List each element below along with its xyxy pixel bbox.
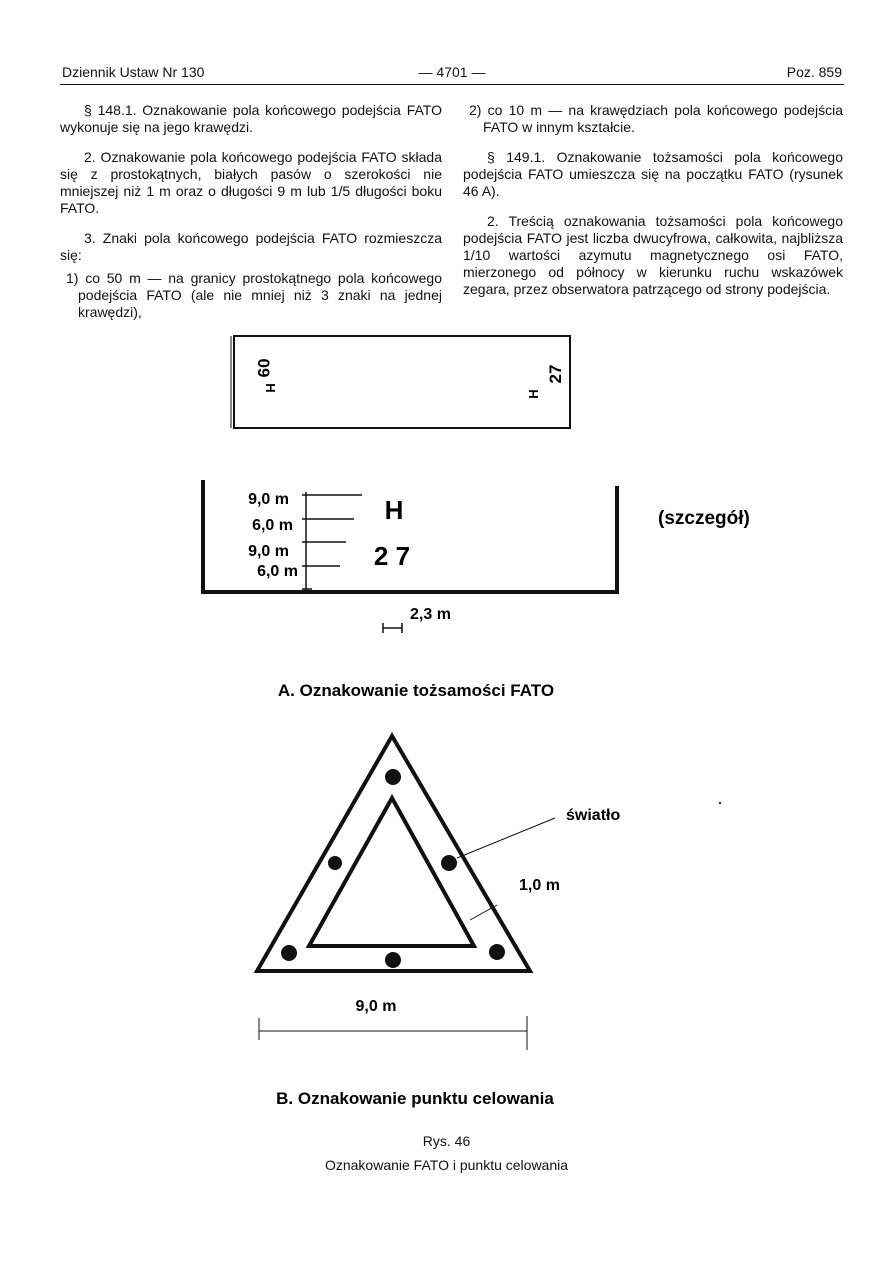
detail-label: (szczegół) — [658, 508, 750, 529]
fato-detail — [203, 480, 750, 633]
dimension-9m-b: 9,0 m — [248, 543, 289, 560]
left-marking-h: H — [263, 383, 278, 393]
fato-overview — [231, 336, 570, 428]
journal-title: Dziennik Ustaw Nr 130 — [62, 64, 205, 80]
light-dot-left — [328, 856, 342, 870]
right-marking-h: H — [526, 389, 541, 399]
position-number: Poz. 859 — [786, 64, 842, 80]
paragraph-148-2: 2. Oznakowanie pola końcowego podejścia FATO składa się z prostokątnych, białych pasów o szerokości nie mniejszej niż 1 m oraz o długości 9 m lub 1/5 długości boku FATO. — [60, 149, 442, 216]
aiming-point-marking — [257, 736, 721, 1050]
light-dot-bottom-left — [281, 945, 297, 961]
fato-outline — [234, 336, 570, 428]
band-dimension-line — [470, 905, 497, 920]
detail-number: 2 7 — [373, 541, 411, 571]
figure-title: Oznakowanie FATO i punktu celowania — [324, 1157, 569, 1173]
dimension-6m-b: 6,0 m — [257, 563, 298, 580]
light-dot-top — [385, 769, 401, 785]
left-marking — [254, 359, 278, 393]
caption-b: B. Oznakowanie punktu celowania — [276, 1089, 554, 1108]
dimension-9m-a: 9,0 m — [248, 491, 289, 508]
figure-number: Rys. 46 — [422, 1133, 471, 1149]
dimension-width: 2,3 m — [410, 606, 451, 623]
light-dot-bottom-right — [489, 944, 505, 960]
page-number: — 4701 — — [418, 64, 486, 80]
paragraph-148-3: 3. Znaki pola końcowego podejścia FATO rozmieszcza się: — [60, 230, 442, 263]
light-dot-right — [441, 855, 457, 871]
list-item-2: 2) co 10 m — na krawędziach pola końcowego podejścia FATO w innym kształcie. — [469, 102, 843, 135]
paragraph-149-1: § 149.1. Oznakowanie tożsamości pola końcowego podejścia FATO umieszcza się na początku FATO (rysunek 46 A). — [463, 149, 843, 199]
paragraph-148-1: § 148.1. Oznakowanie pola końcowego podejścia FATO wykonuje się na jego krawędzi. — [60, 102, 442, 135]
dimension-6m-a: 6,0 m — [252, 517, 293, 534]
light-dot-bottom-center — [385, 952, 401, 968]
inner-triangle — [309, 798, 474, 946]
speck — [719, 802, 721, 804]
paragraph-149-2: 2. Treścią oznakowania tożsamości pola końcowego podejścia FATO jest liczba dwucyfrowa, całkowita, najbliższa 1/10 wartości azymutu magnetycznego osi FATO, mierzonego od północy w kierunku ruchu wskazówek zegara, przez obserwatora patrzącego od strony podejścia. — [463, 213, 843, 297]
base-dimension: 9,0 m — [355, 998, 397, 1015]
left-marking-number: 09 — [254, 358, 273, 378]
list-item-1: 1) co 50 m — na granicy prostokątnego pola końcowego podejścia FATO (ale nie mniej niż 3 znaki na jednej krawędzi), — [66, 270, 442, 320]
right-marking-number: 27 — [546, 364, 565, 384]
light-leader-line — [457, 818, 555, 858]
light-label: światło — [566, 807, 621, 824]
right-marking — [526, 365, 565, 399]
detail-h-letter: H — [384, 495, 404, 525]
caption-a: A. Oznakowanie tożsamości FATO — [277, 681, 555, 700]
band-dimension: 1,0 m — [519, 877, 560, 894]
